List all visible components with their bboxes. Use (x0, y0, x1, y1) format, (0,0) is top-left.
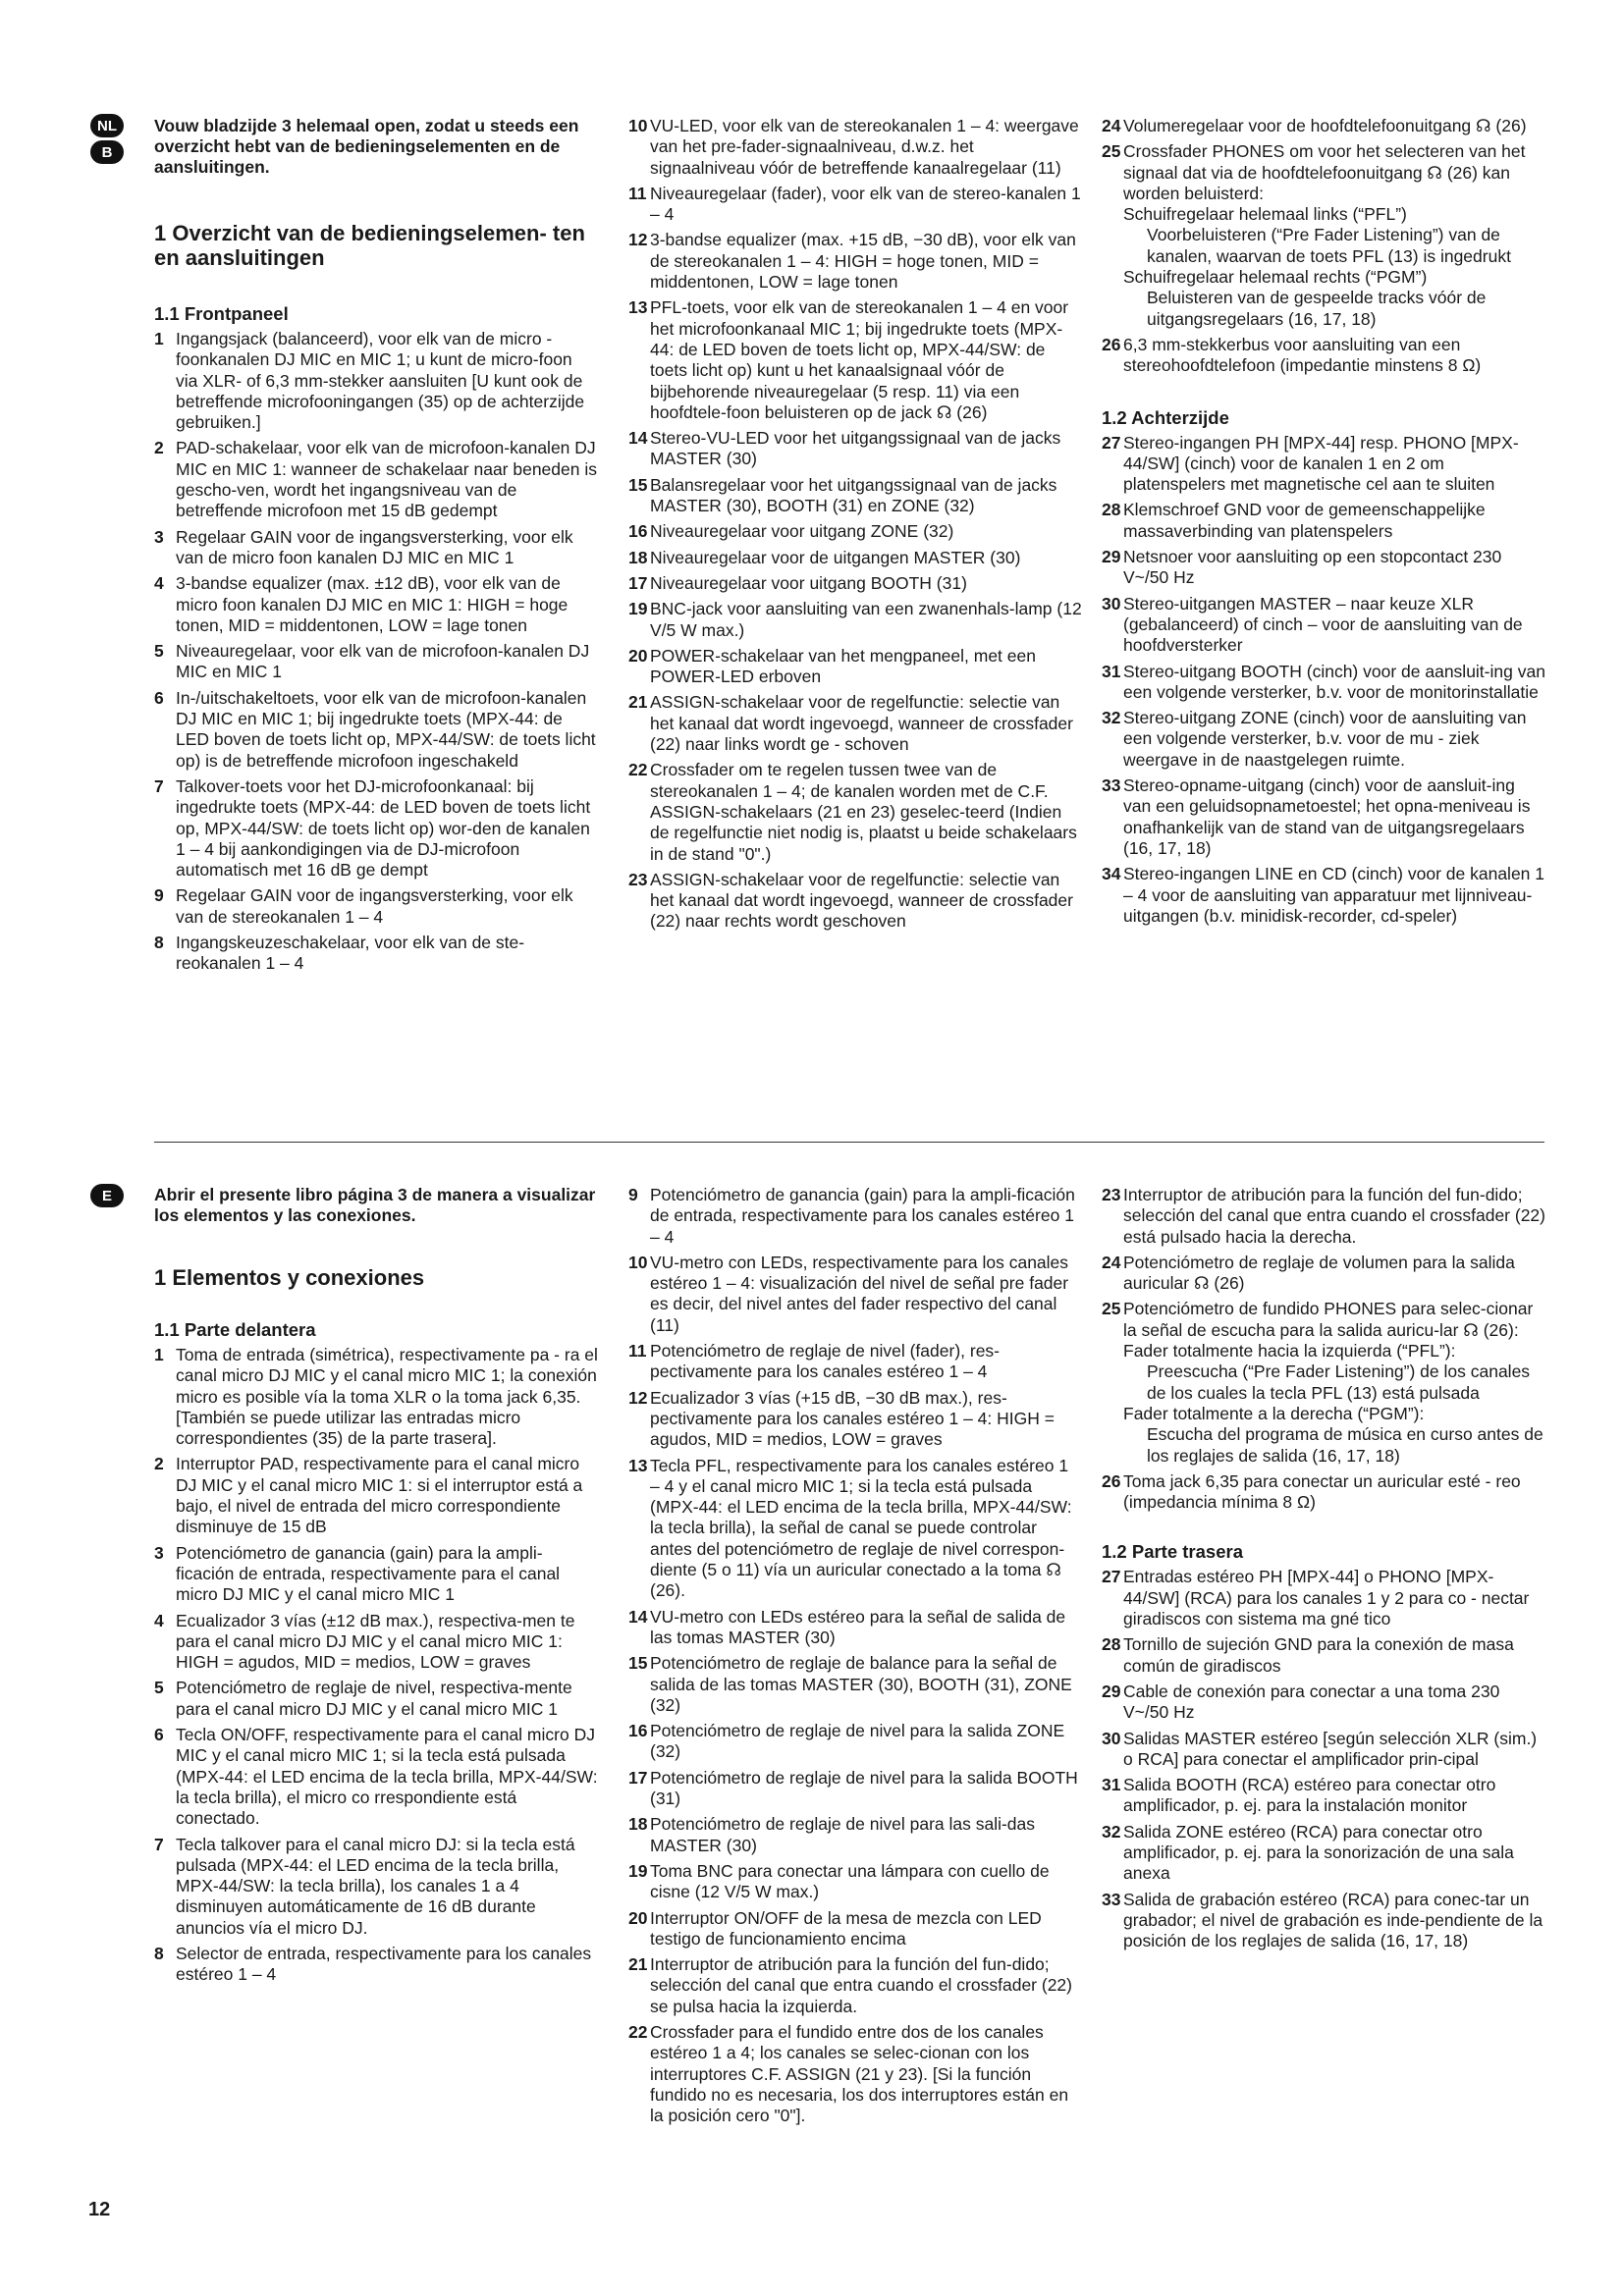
language-badges-es (90, 1184, 124, 1210)
es-item-27: 27 Entradas estéreo PH [MPX-44] o PHONO [MPX-44/SW] (RCA) para los canales 1 y 2 para co - nectar giradiscos con sistema ma gné tico (1102, 1567, 1530, 1629)
es-item-29: 29 Cable de conexión para conectar a una toma 230 V~/50 Hz (1102, 1681, 1500, 1723)
es-item-22: 22 Crossfader para el fundido entre dos de los canales estéreo 1 a 4; los canales se selec-cionan con los interruptores C.F. ASSIGN (21 y 23). [Si la función fundido no es necesaria, los dos interruptores están en la posición cero "0"]. (628, 2021, 1069, 2126)
nl-subheading-front: 1.1 Frontpaneel (154, 303, 289, 324)
nl-item-25: 25 Crossfader PHONES om voor het selecteren van het signaal dat via de hoofdtelefoonuitgang ☊ (26) kan worden beluisterd: Schuifregelaar helemaal links (“PFL”) Voorbeluisteren (“Pre Fader Listening”) van de kanalen, waarvan de toets PFL (13) is ingedrukt Schuifregelaar helemaal rechts (“PGM”) Beluisteren van de gespeelde tracks vóór de uitgangsregelaars (16, 17, 18) (1102, 141, 1545, 330)
nl-item-24: 24 Volumeregelaar voor de hoofdtelefoonuitgang ☊ (26) (1102, 116, 1527, 135)
nl-item-7: 7 Talkover-toets voor het DJ-microfoonkanaal: bij ingedrukte toets (MPX-44: de LED boven de toets licht op, MPX-44/SW: de toets licht op) wor-den de kanalen 1 – 4 bij aankondigingen via de DJ-microfoon automatisch met 16 dB ge dempt (154, 775, 591, 881)
nl-item-1: 1 Ingangsjack (balanceerd), voor elk van de micro - foonkanalen DJ MIC en MIC 1; u kunt de micro-foon via XLR- of 6,3 mm-stekker aansluiten [U kunt ook de betreffende microfooningangen (35) op de achterzijde gebruiken.] (154, 329, 585, 433)
section-divider (154, 1142, 1544, 1143)
nl-item-2: 2 PAD-schakelaar, voor elk van de microfoon-kanalen DJ MIC en MIC 1: wanneer de schakelaar naar beneden is gescho-ven, wordt het ingangsniveau van de betreffende microfoon met 15 dB gedempt (154, 438, 597, 521)
nl-item-27: 27 Stereo-ingangen PH [MPX-44] resp. PHONO [MPX-44/SW] (cinch) voor de kanalen 1 en 2 om platenspelers met magnetische cel aan te sluiten (1102, 432, 1519, 495)
es-item-2: 2 Interruptor PAD, respectivamente para el canal micro DJ MIC y el canal micro MIC 1: si el interruptor está a bajo, el nivel de entrada del micro correspondiente disminuye de 15 dB (154, 1454, 583, 1537)
es-column-1 (154, 1185, 598, 1991)
es-item-5: 5 Potenciómetro de reglaje de nivel, respectiva-mente para el canal micro DJ MIC y el canal micro MIC 1 (154, 1678, 572, 1719)
nl-item-32: 32 Stereo-uitgang ZONE (cinch) voor de aansluiting van een volgende versterker, b.v. voor de mu - ziek weergave in de naastgelegen ruimte. (1102, 708, 1527, 770)
es-item-17: 17 Potenciómetro de reglaje de nivel para la salida BOOTH (31) (628, 1767, 1078, 1809)
es-column-3 (1102, 1185, 1545, 1957)
es-item-7: 7 Tecla talkover para el canal micro DJ: si la tecla está pulsada (MPX-44: el LED encima de la tecla brilla, MPX-44/SW: la tecla brilla), los canales 1 a 4 disminuyen automáticamente de 16 dB durante anuncios vía el micro DJ. (154, 1834, 575, 1938)
nl-item-3: 3 Regelaar GAIN voor de ingangsversterking, voor elk van de micro foon kanalen DJ MIC en MIC 1 (154, 526, 573, 567)
nl-column-2 (628, 116, 1082, 937)
es-item-28: 28 Tornillo de sujeción GND para la conexión de masa común de giradiscos (1102, 1634, 1514, 1676)
es-item-19: 19 Toma BNC para conectar una lámpara con cuello de cisne (12 V/5 W max.) (628, 1860, 1050, 1902)
es-item-1: 1 Toma de entrada (simétrica), respectivamente pa - ra el canal micro DJ MIC y el canal micro MIC 1; la conexión micro es posible vía la toma XLR o la toma jack 6,35. [También se puede utilizar las entradas micro correspondientes (35) de la parte trasera]. (154, 1345, 598, 1449)
page-number: 12 (88, 2199, 111, 2220)
nl-item-8: 8 Ingangskeuzeschakelaar, voor elk van de ste-reokanalen 1 – 4 (154, 933, 525, 974)
es-intro: Abrir el presente libro página 3 de manera a visualizar los elementos y las conexiones. (154, 1185, 596, 1225)
nl-item-18: 18 Niveauregelaar voor de uitgangen MASTER (30) (628, 547, 1021, 567)
es-item-20: 20 Interruptor ON/OFF de la mesa de mezcla con LED testigo de funcionamiento encima (628, 1907, 1042, 1949)
nl-item-29: 29 Netsnoer voor aansluiting op een stopcontact 230 V~/50 Hz (1102, 547, 1502, 588)
es-item-9: 9 Potenciómetro de ganancia (gain) para la ampli-ficación de entrada, respectivamente para los canales estéreo 1 – 4 (628, 1185, 1075, 1247)
nl-item-10: 10 VU-LED, voor elk van de stereokanalen 1 – 4: weergave van het pre-fader-signaalniveau, d.w.z. het signaalniveau vóór de betreffende kanaalregelaar (11) (628, 116, 1079, 178)
es-item-23: 23 Interruptor de atribución para la función del fun-dido; selección del canal que entra cuando el crossfader (22) está pulsado hacia la derecha. (1102, 1185, 1545, 1247)
nl-item-30: 30 Stereo-uitgangen MASTER – naar keuze XLR (gebalanceerd) of cinch – voor de aansluiting van de hoofdversterker (1102, 593, 1523, 656)
nl-item-20: 20 POWER-schakelaar van het mengpaneel, met een POWER-LED erboven (628, 645, 1036, 687)
nl-item-6: 6 In-/uitschakeltoets, voor elk van de microfoon-kanalen DJ MIC en MIC 1; bij ingedrukte toets (MPX-44: de LED boven de toets licht op, MPX-44/SW: de toets licht op) is de betreffende microfoon ingeschakeld (154, 687, 596, 771)
es-item-25-pgm: Fader totalmente a la derecha (“PGM”): (1123, 1403, 1425, 1423)
nl-item-19: 19 BNC-jack voor aansluiting van een zwanenhals-lamp (12 V/5 W max.) (628, 599, 1082, 640)
es-item-8: 8 Selector de entrada, respectivamente para los canales estéreo 1 – 4 (154, 1944, 592, 1985)
es-item-18: 18 Potenciómetro de reglaje de nivel para las sali-das MASTER (30) (628, 1814, 1036, 1855)
es-item-25-pfl: Fader totalmente hacia la izquierda (“PFL”): (1123, 1341, 1456, 1362)
nl-intro: Vouw bladzijde 3 helemaal open, zodat u steeds een overzicht hebt van de bedieningselementen en de aansluitingen. (154, 116, 579, 177)
es-item-12: 12 Ecualizador 3 vías (+15 dB, −30 dB max.), res-pectivamente para los canales estéreo 1 – 4: HIGH = agudos, MID = medios, LOW = graves (628, 1387, 1055, 1450)
language-badges-nl (90, 114, 124, 167)
language-badge-b: B (90, 140, 124, 164)
nl-item-21: 21 ASSIGN-schakelaar voor de regelfunctie: selectie van het kanaal dat wordt ingevoegd, wanneer de crossfader (22) naar links wordt ge - schoven (628, 692, 1073, 755)
es-item-25-pgm-desc: Escucha del programa de música en curso antes de los reglajes de salida (16, 17, 18) (1147, 1424, 1543, 1466)
es-item-6: 6 Tecla ON/OFF, respectivamente para el canal micro DJ MIC y el canal micro MIC 1; si la tecla está pulsada (MPX-44: el LED encima de la tecla brilla, MPX-44/SW: la tecla brilla), el micro co rrespondiente está conectado. (154, 1725, 598, 1829)
es-section-heading: 1 Elementos y conexiones (154, 1265, 425, 1290)
es-item-21: 21 Interruptor de atribución para la función del fun-dido; selección del canal que entra cuando el crossfader (22) se pulsa hacia la izquierda. (628, 1954, 1072, 2016)
nl-item-11: 11 Niveauregelaar (fader), voor elk van de stereo-kanalen 1 – 4 (628, 183, 1081, 225)
es-item-11: 11 Potenciómetro de reglaje de nivel (fader), res-pectivamente para los canales estéreo 1 – 4 (628, 1341, 1001, 1382)
nl-item-34: 34 Stereo-ingangen LINE en CD (cinch) voor de kanalen 1 – 4 voor de aansluiting van apparatuur met lijnniveau-uitgangen (b.v. minidisk-recorder, cd-speler) (1102, 864, 1544, 926)
es-item-25: 25 Potenciómetro de fundido PHONES para selec-cionar la señal de escucha para la salida auricu-lar ☊ (26): Fader totalmente hacia la izquierda (“PFL”): Preescucha (“Pre Fader Listening”) de los canales de los cuales la tecla PFL (13) está pulsada Fader totalmente a la derecha (“PGM”): Escucha del programa de música en curso antes de los reglajes de salida (16, 17, 18) (1102, 1299, 1545, 1466)
nl-item-9: 9 Regelaar GAIN voor de ingangsversterking, voor elk van de stereokanalen 1 – 4 (154, 885, 573, 927)
es-item-3: 3 Potenciómetro de ganancia (gain) para la ampli-ficación de entrada, respectivamente para el canal micro DJ MIC y el canal micro MIC 1 (154, 1542, 561, 1605)
es-item-4: 4 Ecualizador 3 vías (±12 dB max.), respectiva-men te para el canal micro DJ MIC y el canal micro MIC 1: HIGH = agudos, MID = medios, LOW = graves (154, 1610, 575, 1673)
nl-item-14: 14 Stereo-VU-LED voor het uitgangssignaal van de jacks MASTER (30) (628, 428, 1061, 469)
nl-item-13: 13 PFL-toets, voor elk van de stereokanalen 1 – 4 en voor het microfoonkanaal MIC 1; bij ingedrukte toets (MPX-44: de LED boven de toets licht op, MPX-44/SW: de toets licht op) kunt u het kanaalsignaal vóór de bijbehorende niveauregelaar (5 resp. 11) via een hoofdtele-foon beluisteren op de jack ☊ (26) (628, 297, 1069, 422)
es-item-25-pfl-desc: Preescucha (“Pre Fader Listening”) de los canales de los cuales la tecla PFL (13) está pulsada (1147, 1362, 1531, 1403)
es-subheading-back: 1.2 Parte trasera (1102, 1541, 1243, 1563)
es-subheading-front: 1.1 Parte delantera (154, 1319, 316, 1340)
nl-item-17: 17 Niveauregelaar voor uitgang BOOTH (31) (628, 572, 967, 593)
nl-item-33: 33 Stereo-opname-uitgang (cinch) voor de aansluit-ing van een geluidsopnametoestel; het opna-meniveau is onafhankelijk van de stand van de uitgangsregelaars (16, 17, 18) (1102, 775, 1531, 858)
nl-item-25-pfl: Schuifregelaar helemaal links (“PFL”) (1123, 204, 1407, 225)
nl-item-23: 23 ASSIGN-schakelaar voor de regelfunctie: selectie van het kanaal dat wordt ingevoegd, wanneer de crossfader (22) naar rechts wordt geschoven (628, 869, 1073, 932)
nl-column-3 (1102, 116, 1545, 932)
language-badge-nl: NL (90, 114, 124, 137)
nl-item-22: 22 Crossfader om te regelen tussen twee van de stereokanalen 1 – 4; de kanalen worden met de C.F. ASSIGN-schakelaars (21 en 23) geselec-teerd (Indien de regelfunctie niet nodig is, plaatst u beide schakelaars in de stand "0".) (628, 760, 1077, 864)
nl-item-28: 28 Klemschroef GND voor de gemeenschappelijke massaverbinding van platenspelers (1102, 500, 1486, 541)
language-badge-e: E (90, 1184, 124, 1207)
es-item-26: 26 Toma jack 6,35 para conectar un auricular esté - reo (impedancia mínima 8 Ω) (1102, 1470, 1521, 1513)
nl-item-25-pgm-desc: Beluisteren van de gespeelde tracks vóór de uitgangsregelaars (16, 17, 18) (1147, 288, 1487, 329)
es-column-2 (628, 1185, 1082, 2131)
es-item-13: 13 Tecla PFL, respectivamente para los canales estéreo 1 – 4 y el canal micro MIC 1; si la tecla está pulsada (MPX-44: el LED encima de la tecla brilla, MPX-44/SW: la tecla brilla), la señal de canal se puede controlar antes del potenciómetro de reglaje de nivel correspon-diente (5 o 11) vía un auricular conectado a la toma ☊ (26). (628, 1455, 1072, 1601)
es-item-14: 14 VU-metro con LEDs estéreo para la señal de salida de las tomas MASTER (30) (628, 1606, 1066, 1647)
nl-section-heading: 1 Overzicht van de bedieningselemen- ten en aansluitingen (154, 221, 585, 270)
nl-column-1 (154, 116, 598, 980)
nl-item-16: 16 Niveauregelaar voor uitgang ZONE (32) (628, 521, 954, 542)
es-item-33: 33 Salida de grabación estéreo (RCA) para conec-tar un grabador; el nivel de grabación es inde-pendiente de la posición de los reglajes de salida (16, 17, 18) (1102, 1889, 1543, 1951)
nl-item-4: 4 3-bandse equalizer (max. ±12 dB), voor elk van de micro foon kanalen DJ MIC en MIC 1: HIGH = hoge tonen, MID = middentonen, LOW = lage tonen (154, 573, 568, 635)
nl-subheading-back: 1.2 Achterzijde (1102, 406, 1229, 428)
nl-item-25-pfl-desc: Voorbeluisteren (“Pre Fader Listening”) van de kanalen, waarvan de toets PFL (13) is ingedrukt (1147, 225, 1511, 266)
nl-item-12: 12 3-bandse equalizer (max. +15 dB, −30 dB), voor elk van de stereokanalen 1 – 4: HIGH = hoge tonen, MID = middentonen, LOW = lage tonen (628, 230, 1076, 293)
nl-item-26: 26 6,3 mm-stekkerbus voor aansluiting van een stereohoofdtelefoon (impedantie minstens 8 Ω) (1102, 334, 1482, 376)
es-item-31: 31 Salida BOOTH (RCA) estéreo para conectar otro amplificador, p. ej. para la instalación monitor (1102, 1775, 1496, 1816)
nl-item-15: 15 Balansregelaar voor het uitgangssignaal van de jacks MASTER (30), BOOTH (31) en ZONE (32) (628, 474, 1057, 516)
nl-item-25-pgm: Schuifregelaar helemaal rechts (“PGM”) (1123, 267, 1428, 288)
es-item-10: 10 VU-metro con LEDs, respectivamente para los canales estéreo 1 – 4: visualización del nivel de señal pre fader es decir, del nivel antes del fader respectivo del canal (11) (628, 1252, 1069, 1335)
es-item-30: 30 Salidas MASTER estéreo [según selección XLR (sim.) o RCA] para conectar el amplificador prin-cipal (1102, 1728, 1538, 1769)
es-item-32: 32 Salida ZONE estéreo (RCA) para conectar otro amplificador, p. ej. para la sonorización de una sala anexa (1102, 1821, 1514, 1884)
es-item-16: 16 Potenciómetro de reglaje de nivel para la salida ZONE (32) (628, 1721, 1065, 1762)
nl-item-5: 5 Niveauregelaar, voor elk van de microfoon-kanalen DJ MIC en MIC 1 (154, 641, 590, 682)
nl-item-31: 31 Stereo-uitgang BOOTH (cinch) voor de aansluit-ing van een volgende versterker, b.v. voor de monitorinstallatie (1102, 661, 1545, 702)
es-item-24: 24 Potenciómetro de reglaje de volumen para la salida auricular ☊ (26) (1102, 1252, 1515, 1294)
es-item-15: 15 Potenciómetro de reglaje de balance para la señal de salida de las tomas MASTER (30), BOOTH (31), ZONE (32) (628, 1653, 1072, 1715)
